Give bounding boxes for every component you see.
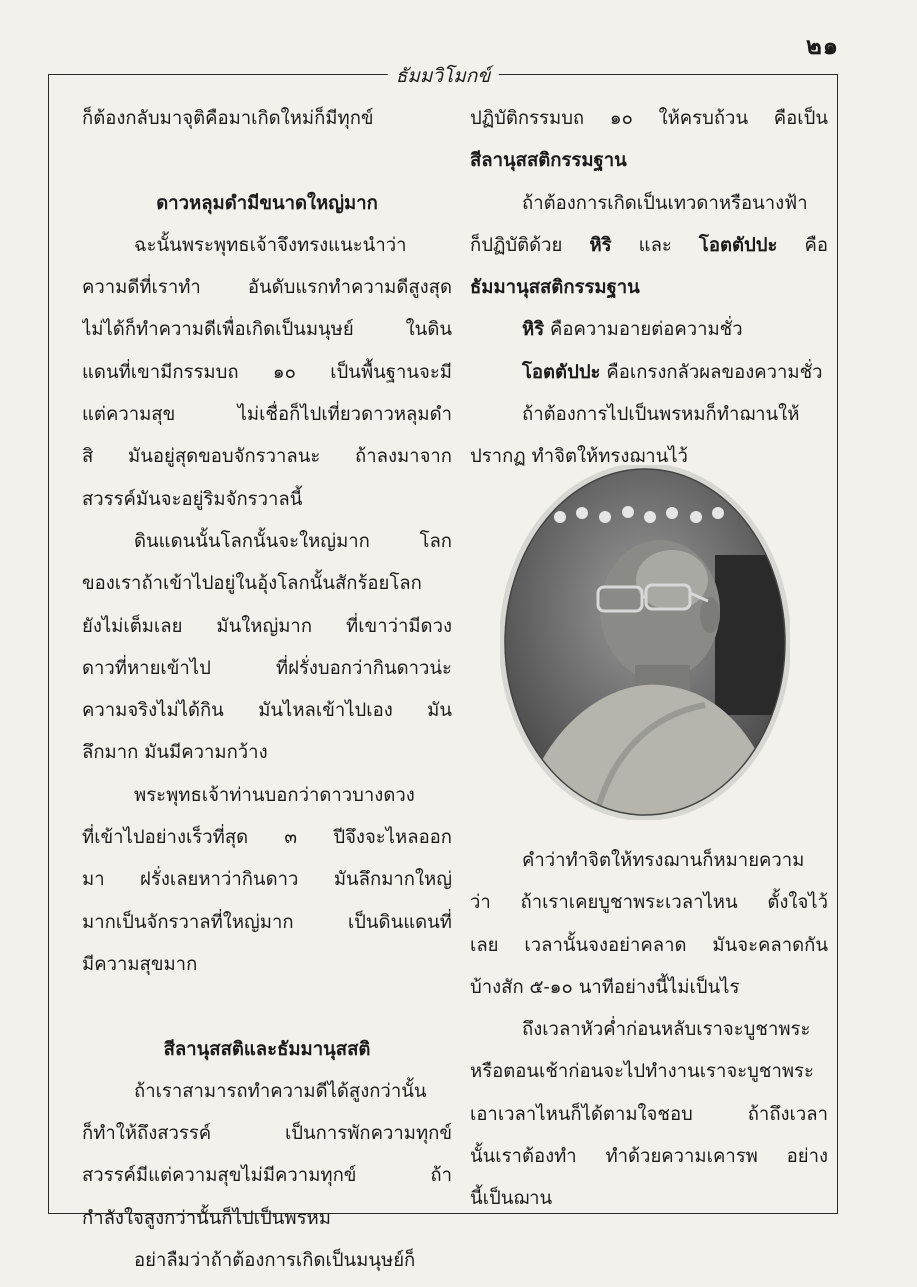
text-line: คำว่าทำจิตให้ทรงฌานก็หมายความ: [522, 850, 805, 871]
text-span: และ: [638, 234, 672, 256]
section-heading: สีลานุสสติและธัมมานุสสติ: [163, 1038, 371, 1060]
text-line: แต่ความสุข ไม่เชื่อก็ไปเที่ยวดาวหลุมดำ: [82, 404, 452, 426]
text-line: ความจริงไม่ได้กิน มันไหลเข้าไปเอง มัน: [82, 700, 452, 722]
text-line: พระพุทธเจ้าท่านบอกว่าดาวบางดวง: [134, 784, 415, 806]
text-line: [470, 225, 828, 267]
running-title: ธัมมวิโมกข์: [388, 61, 499, 91]
text-line: ความดีที่เราทำ อันดับแรกทำความดีสูงสุด: [82, 277, 452, 299]
text-line: ของเราถ้าเข้าไปอยู่ในอุ้งโลกนั้นสักร้อยโลก: [82, 573, 422, 595]
section-heading: ดาวหลุมดำมีขนาดใหญ่มาก: [156, 192, 378, 214]
text-line: ลึกมาก มันมีความกว้าง: [82, 742, 268, 764]
text-line: มากเป็นจักรวาลที่ใหญ่มาก เป็นดินแดนที่: [82, 911, 452, 933]
term-hiri: หิริ: [589, 234, 612, 256]
text-span: คือเกรงกลัวผลของความชั่ว: [600, 361, 823, 383]
term-hiri: หิริ: [522, 319, 545, 341]
page-number: ๒๑: [805, 31, 839, 60]
right-column-lower: [470, 840, 828, 1221]
text-line: เอาเวลาไหนก็ได้ตามใจชอบ ถ้าถึงเวลา: [470, 1103, 828, 1125]
text-line: สิ มันอยู่สุดขอบจักรวาลนะ ถ้าลงมาจาก: [82, 446, 452, 468]
term-heading: ธัมมานุสสติกรรมฐาน: [470, 277, 640, 299]
text-line: ถ้าต้องการไปเป็นพรหมก็ทำฌานให้: [522, 404, 800, 426]
term-heading: สีลานุสสติกรรมฐาน: [470, 150, 627, 172]
text-line: เลย เวลานั้นจงอย่าคลาด มันจะคลาดกัน: [470, 934, 828, 956]
text-line: กำลังใจสูงกว่านั้นก็ไปเป็นพรหม: [82, 1207, 331, 1229]
text-span: คือ: [804, 234, 828, 256]
text-line: นี้เป็นฌาน: [470, 1188, 553, 1210]
text-line: อย่าลืมว่าถ้าต้องการเกิดเป็นมนุษย์ก็: [134, 1250, 416, 1272]
term-ottappa: โอตตัปปะ: [522, 361, 601, 383]
term-ottappa: โอตตัปปะ: [698, 234, 778, 256]
text-line: [470, 309, 828, 351]
text-line: หรือตอนเช้าก่อนจะไปทำงานเราจะบูชาพระ: [470, 1061, 814, 1083]
text-line: แดนที่เขามีกรรมบถ ๑๐ เป็นพื้นฐานจะมี: [82, 361, 452, 383]
text-span: ก็ปฏิบัติด้วย: [470, 234, 563, 256]
portrait-photo-graphic: [500, 465, 790, 820]
text-line: มา ฝรั่งเลยหาว่ากินดาว มันลึกมากใหญ่: [82, 869, 452, 891]
text-span: คือความอายต่อความชั่ว: [544, 319, 743, 341]
text-line: ว่า ถ้าเราเคยบูชาพระเวลาไหน ตั้งใจไว้: [470, 892, 828, 914]
text-line: ดาวที่หายเข้าไป ที่ฝรั่งบอกว่ากินดาวน่ะ: [82, 657, 452, 679]
portrait-photo: [500, 465, 790, 820]
text-line: สวรรค์มีแต่ความสุขไม่มีความทุกข์ ถ้า: [82, 1165, 452, 1187]
text-line: ถ้าต้องการเกิดเป็นเทวดาหรือนางฟ้า: [522, 192, 808, 214]
text-line: ก็ทำให้ถึงสวรรค์ เป็นการพักความทุกข์: [82, 1123, 452, 1145]
text-line: ถึงเวลาหัวค่ำก่อนหลับเราจะบูชาพระ: [522, 1019, 811, 1041]
text-line: ก็ต้องกลับมาจุติคือมาเกิดใหม่ก็มีทุกข์: [82, 108, 374, 129]
blank-line: [82, 140, 452, 182]
text-line: ไม่ได้ก็ทำความดีเพื่อเกิดเป็นมนุษย์ ในดิน: [82, 319, 452, 341]
text-line: นั้นเราต้องทำ ทำด้วยความเคารพ อย่าง: [470, 1146, 828, 1168]
text-line: มีความสุขมาก: [82, 953, 198, 975]
text-line: [470, 352, 828, 394]
text-line: ฉะนั้นพระพุทธเจ้าจึงทรงแนะนำว่า: [134, 234, 407, 256]
right-column: [470, 98, 828, 479]
text-line: ปรากฏ ทำจิตให้ทรงฌานไว้: [470, 446, 688, 468]
text-line: ดินแดนนั้นโลกนั้นจะใหญ่มาก โลก: [134, 530, 452, 552]
text-line: สวรรค์มันจะอยู่ริมจักรวาลนี้: [82, 488, 303, 510]
blank-line: [82, 986, 452, 1028]
text-line: ยังไม่เต็มเลย มันใหญ่มาก ที่เขาว่ามีดวง: [82, 615, 452, 637]
left-column: [82, 98, 452, 1282]
text-line: ถ้าเราสามารถทำความดีได้สูงกว่านั้น: [134, 1080, 427, 1102]
text-line: ที่เข้าไปอย่างเร็วที่สุด ๓ ปีจึงจะไหลออก: [82, 827, 452, 849]
text-line: ปฏิบัติกรรมบถ ๑๐ ให้ครบถ้วน คือเป็น: [470, 108, 828, 129]
text-line: บ้างสัก ๕-๑๐ นาทีอย่างนี้ไม่เป็นไร: [470, 976, 740, 998]
